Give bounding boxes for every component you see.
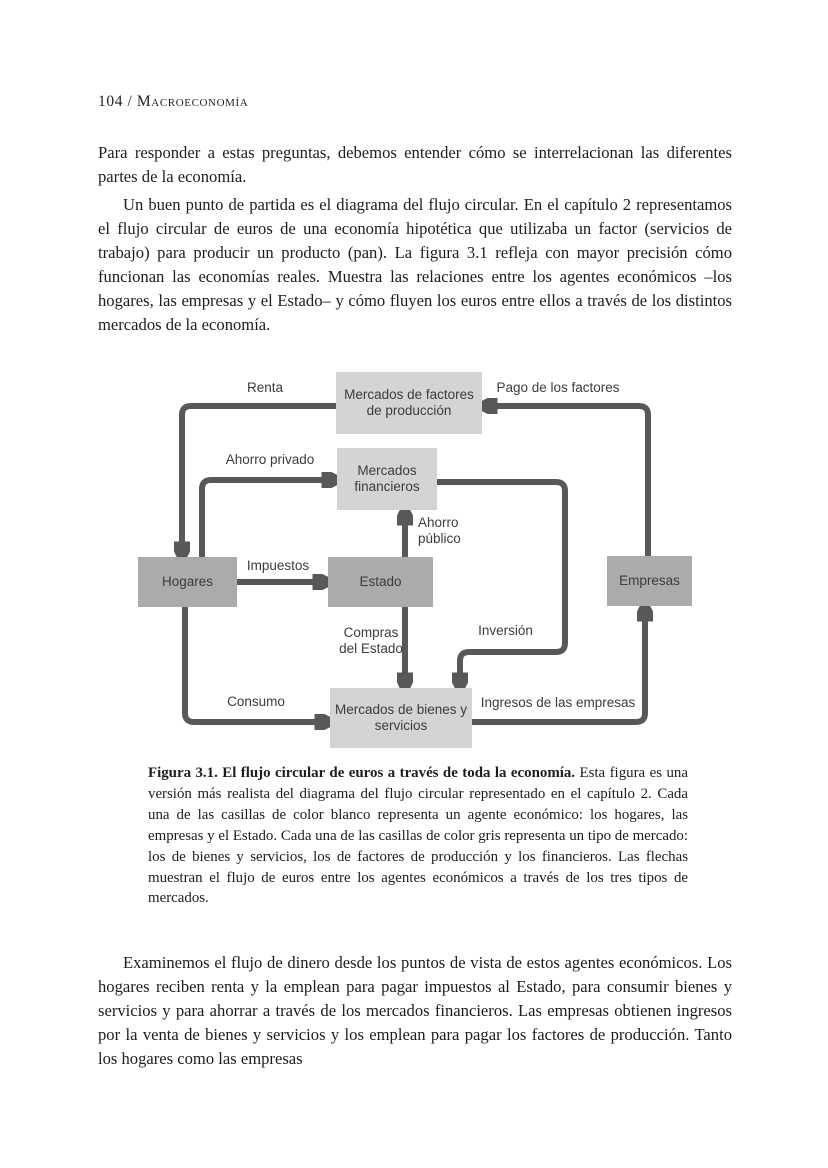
flow-label-ingresos: Ingresos de las empresas (480, 695, 636, 710)
flow-label-pago-factores: Pago de los factores (496, 380, 620, 395)
node-mercados-bienes-label: Mercados de bienes y servicios (334, 701, 468, 733)
node-mercados-factores (336, 372, 482, 434)
node-mercados-factores-label: Mercados de factores de producción (344, 386, 474, 418)
node-hogares (138, 557, 237, 607)
node-estado-label: Estado (359, 573, 402, 589)
flow-label-inversion: Inversión (478, 623, 533, 638)
flow-renta-arrow (182, 406, 336, 543)
node-hogares-label: Hogares (161, 573, 214, 589)
flow-label-ahorro-privado: Ahorro privado (225, 452, 315, 467)
node-mercados-financieros-label: Mercados financieros (354, 462, 420, 494)
figure-caption-title: Figura 3.1. El flujo circular de euros a través de toda la economía. (148, 765, 576, 781)
paragraph-flow-intro: Un buen punto de partida es el diagrama del flujo circular. En el capítulo 2 representamos el flujo circular de euros de una economía hipotética que utilizaba un factor (servicios de trabajo) para producir un producto (pan). La figura 3.1 refleja con mayor precisión cómo funcionan las economías reales. Muestra las relaciones entre los agentes económicos –los hogares, las empresas y el Estado– y cómo fluyen los euros entre ellos a través de los distintos mercados de la economía. (98, 195, 732, 334)
figure-caption-body: Esta figura es una versión más realista del diagrama del flujo circular representado en el capítulo 2. Cada una de las casillas de color blanco representa un agente económico: los hogares, las empresas y el Estado. Cada una de las casillas de color gris representa un tipo de mercado: los de bienes y servicios, los de factores de producción y los financieros. Las flechas muestran el flujo de euros entre los agentes económicos a través de los tres tipos de mercados. (148, 765, 688, 907)
paragraph-examine-flow: Examinemos el flujo de dinero desde los puntos de vista de estos agentes económicos. Los hogares reciben renta y la emplean para pagar impuestos al Estado, para consumir bienes y servicios y para ahorrar a través de los mercados financieros. Las empresas obtienen ingresos por la venta de bienes y servicios y los emplean para pagar los factores de producción. Tanto los hogares como las empresas (98, 953, 732, 1068)
node-empresas-label: Empresas (619, 572, 680, 588)
paragraph-intro: Para responder a estas preguntas, debemos entender cómo se interrelacionan las diferentes partes de la economía. (98, 143, 732, 186)
flow-label-consumo: Consumo (227, 694, 285, 709)
node-mercados-bienes (330, 688, 472, 748)
flow-label-compras-estado: Compras del Estado (339, 625, 403, 656)
figure-caption (148, 763, 688, 909)
node-empresas (607, 556, 692, 606)
flow-label-impuestos: Impuestos (246, 558, 310, 573)
flow-label-renta: Renta (246, 380, 284, 395)
page-number-and-title: 104 / Macroeconomía (98, 93, 249, 110)
flow-label-ahorro-publico: Ahorro público (418, 515, 461, 546)
flow-ahorro-privado-arrow (202, 480, 323, 557)
node-estado (328, 557, 433, 607)
node-mercados-financieros (337, 448, 437, 510)
flow-inversion-arrow (437, 482, 565, 674)
circular-flow-diagram (98, 368, 730, 768)
running-header (98, 93, 248, 111)
